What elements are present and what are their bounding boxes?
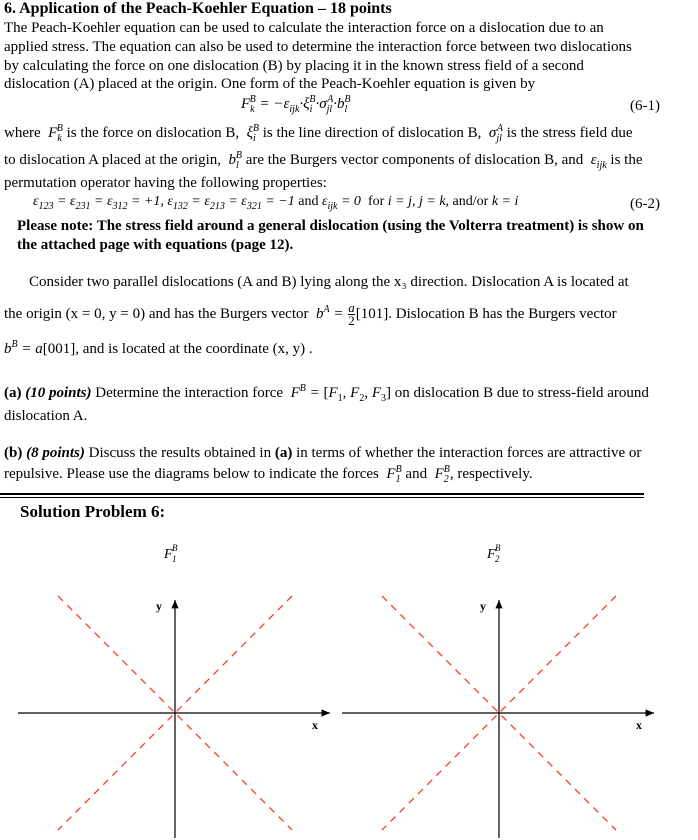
section-divider-thick [0,493,644,495]
part-b-line-2: repulsive. Please use the diagrams below to indicate the forces $F_1^B$ and $F_2^B$, respectively. [4,464,533,485]
where-line-3: permutation operator having the following properties: [4,175,327,191]
solution-diagrams [0,530,698,840]
x-axis-label: x [636,718,642,732]
part-a-line-2: dislocation A. [4,408,88,424]
part-a-line-1: (a) (10 points) Determine the interaction force $F^B = [F_1$, $F_2$, $F_3$] on dislocation B due to stress-field around [4,383,649,404]
svg-text:1: 1 [172,554,177,564]
part-b-line-1: (b) (8 points) Discuss the results obtained in (a) in terms of whether the interaction forces are attractive or [4,445,642,461]
diagram-1-label: F [164,547,173,562]
diagram-2-label: F [487,547,496,562]
y-axis-label: y [156,599,162,613]
section-divider-thin [0,497,644,498]
note-line-1: Please note: The stress field around a general dislocation (using the Volterra treatment) is show on [17,218,644,234]
note-line-2: the attached page with equations (page 12). [17,237,294,253]
consider-line-2: the origin (x = 0, y = 0) and has the Burgers vector $b^A$ = $\frac{a}{2}$ [101]. Dislocation B has the Burgers vector [4,300,617,328]
svg-text:B: B [495,543,501,553]
consider-line-3: $b^B = a[001]$, and is located at the coordinate (x, y) . [4,339,313,357]
diagram-f2 [342,543,654,838]
where-line-1: where $F_k^B$ is the force on dislocation B, $\xi_i^B$ is the line direction of dislocation B, $\sigma_{jl}^A$ is the stress field due [4,123,633,144]
x-axis-label: x [312,718,318,732]
where-line-2: to dislocation A placed at the origin, $b_l^B$ are the Burgers vector components of dislocation B, and $\varepsilon_{ijk}$ is the [4,150,643,171]
diagram-f1 [18,543,330,838]
equation-6-2-label: (6-2) [630,196,660,212]
intro-line-2: applied stress. The equation can also be used to determine the interaction force between two dislocations [4,39,632,55]
solution-heading: Solution Problem 6: [20,502,166,521]
svg-text:B: B [172,543,178,553]
equation-6-2: $\varepsilon_{123} = \varepsilon_{231} = \varepsilon_{312} = +1$, $\varepsilon_{132} = \varepsilon_{213} = \varepsilon_{321} = -1$ and $\varepsilon_{ijk} = 0$ for i = j, j = k, and/or k = i [33,194,519,212]
intro-line-3: by calculating the force on one dislocation (B) by placing it in the known stress field of a second [4,58,584,74]
equation-6-1-label: (6-1) [630,98,660,114]
y-axis-label: y [480,599,486,613]
intro-line-4: dislocation (A) placed at the origin. One form of the Peach-Koehler equation is given by [4,76,536,92]
consider-line-1: Consider two parallel dislocations (A and B) lying along the x₃ direction. Dislocation A is located at [29,274,629,290]
equation-6-1: $F_k^B = -\varepsilon_{ijk}\cdot\xi_i^B\cdot\sigma_{jl}^A\cdot b_l^B$ [241,94,351,115]
problem-title: 6. Application of the Peach-Koehler Equation – 18 points [4,0,392,17]
svg-text:2: 2 [495,554,500,564]
intro-line-1: The Peach-Koehler equation can be used to calculate the interaction force on a dislocation due to an [4,20,604,36]
